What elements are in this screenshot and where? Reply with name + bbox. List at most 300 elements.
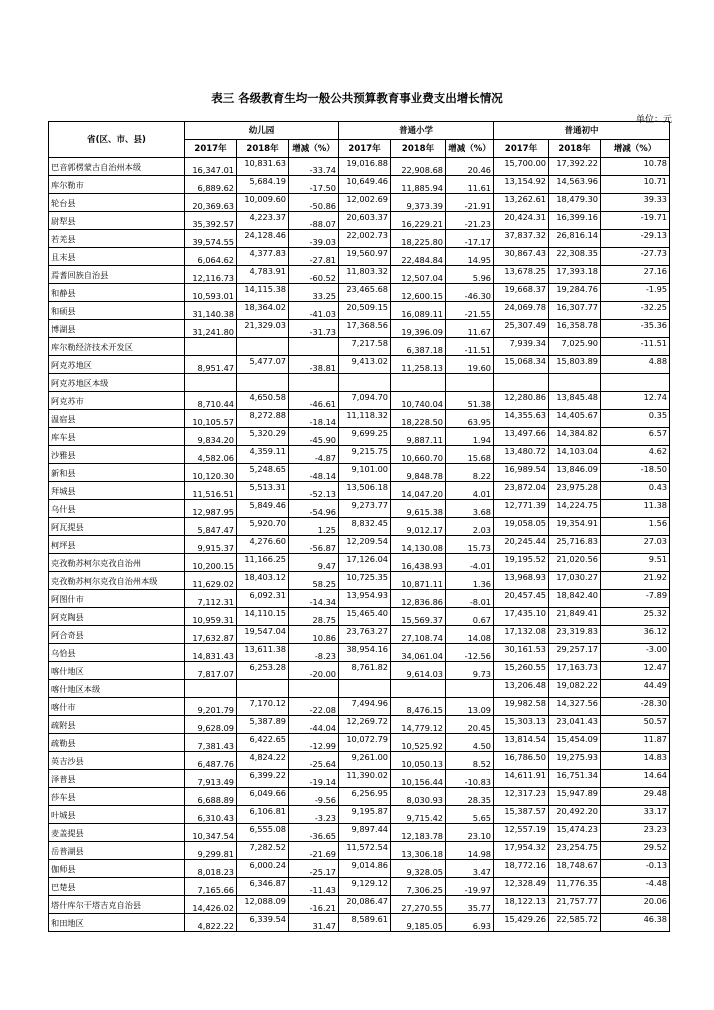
table-cell: 6,310.43 bbox=[185, 806, 237, 824]
table-cell: 35,392.57 bbox=[185, 212, 237, 230]
table-cell: 27.03 bbox=[601, 536, 670, 554]
region-name: 库尔勒市 bbox=[49, 176, 185, 194]
table-cell: -10.83 bbox=[446, 770, 494, 788]
table-cell: 19,284.76 bbox=[549, 284, 601, 302]
table-cell: -14.34 bbox=[289, 590, 339, 608]
table-cell: 13,262.61 bbox=[494, 194, 549, 212]
table-cell: 12,836.86 bbox=[391, 590, 446, 608]
table-cell: 39,574.55 bbox=[185, 230, 237, 248]
table-row bbox=[49, 266, 670, 284]
table-cell bbox=[391, 374, 446, 392]
table-cell: 11.67 bbox=[446, 320, 494, 338]
table-cell: 9,614.03 bbox=[391, 662, 446, 680]
table-cell: 28.75 bbox=[289, 608, 339, 626]
table-cell: 6.93 bbox=[446, 914, 494, 932]
table-cell: -4.48 bbox=[601, 878, 670, 896]
table-cell: 11,516.51 bbox=[185, 482, 237, 500]
table-cell: 12,002.69 bbox=[339, 194, 391, 212]
table-cell: -60.52 bbox=[289, 266, 339, 284]
table-cell: 11,885.94 bbox=[391, 176, 446, 194]
table-cell: 1.94 bbox=[446, 428, 494, 446]
table-cell: 12.74 bbox=[601, 392, 670, 410]
table-cell bbox=[237, 338, 289, 356]
region-name: 若羌县 bbox=[49, 230, 185, 248]
table-cell: 4,582.06 bbox=[185, 446, 237, 464]
table-cell: 6,339.54 bbox=[237, 914, 289, 932]
table-cell: 19,058.05 bbox=[494, 518, 549, 536]
table-cell: 10,200.15 bbox=[185, 554, 237, 572]
table-row bbox=[49, 374, 670, 392]
table-cell: 7,170.12 bbox=[237, 698, 289, 716]
table-cell: 13,845.48 bbox=[549, 392, 601, 410]
table-cell: 10,593.01 bbox=[185, 284, 237, 302]
table-cell: 13,846.09 bbox=[549, 464, 601, 482]
table-cell: 14,831.43 bbox=[185, 644, 237, 662]
table-cell: 37,837.32 bbox=[494, 230, 549, 248]
table-cell: 5,920.70 bbox=[237, 518, 289, 536]
table-cell: 20,492.20 bbox=[549, 806, 601, 824]
table-cell: 17,435.10 bbox=[494, 608, 549, 626]
table-cell: 11,166.25 bbox=[237, 554, 289, 572]
table-cell: -48.14 bbox=[289, 464, 339, 482]
table-cell: -52.13 bbox=[289, 482, 339, 500]
table-cell: 14.08 bbox=[446, 626, 494, 644]
table-cell: 14,110.15 bbox=[237, 608, 289, 626]
table-cell: 19,982.58 bbox=[494, 698, 549, 716]
table-cell: 17,368.56 bbox=[339, 320, 391, 338]
table-cell: 13,480.72 bbox=[494, 446, 549, 464]
region-name: 乌什县 bbox=[49, 500, 185, 518]
table-cell: 5,513.31 bbox=[237, 482, 289, 500]
table-cell: 6,422.65 bbox=[237, 734, 289, 752]
table-cell: -46.61 bbox=[289, 392, 339, 410]
region-name: 沙雅县 bbox=[49, 446, 185, 464]
table-cell: 4,377.83 bbox=[237, 248, 289, 266]
table-cell: 10.78 bbox=[601, 158, 670, 176]
table-cell: 16,358.78 bbox=[549, 320, 601, 338]
region-name: 喀什地区本级 bbox=[49, 680, 185, 698]
table-cell: -21.55 bbox=[446, 302, 494, 320]
table-cell: -11.51 bbox=[446, 338, 494, 356]
table-cell: 14.95 bbox=[446, 248, 494, 266]
table-cell: 14,426.02 bbox=[185, 896, 237, 914]
table-cell: 8,476.15 bbox=[391, 698, 446, 716]
table-cell: 22,585.72 bbox=[549, 914, 601, 932]
table-cell: 31.47 bbox=[289, 914, 339, 932]
table-cell: 29,257.17 bbox=[549, 644, 601, 662]
table-cell: 6,487.76 bbox=[185, 752, 237, 770]
table-cell: 15,947.89 bbox=[549, 788, 601, 806]
table-cell: -46.30 bbox=[446, 284, 494, 302]
table-cell: 9,185.05 bbox=[391, 914, 446, 932]
table-cell: 4.62 bbox=[601, 446, 670, 464]
table-cell: -50.86 bbox=[289, 194, 339, 212]
region-name: 喀什地区 bbox=[49, 662, 185, 680]
table-cell: 5,684.19 bbox=[237, 176, 289, 194]
table-cell: 17,030.27 bbox=[549, 572, 601, 590]
table-cell: 9,373.39 bbox=[391, 194, 446, 212]
col-header-2018: 2018年 bbox=[237, 140, 289, 158]
region-name: 博湖县 bbox=[49, 320, 185, 338]
table-cell: 33.25 bbox=[289, 284, 339, 302]
table-cell bbox=[185, 680, 237, 698]
col-header-2017: 2017年 bbox=[185, 140, 237, 158]
table-cell: 19,082.22 bbox=[549, 680, 601, 698]
table-cell: 5,320.29 bbox=[237, 428, 289, 446]
table-cell: -3.00 bbox=[601, 644, 670, 662]
table-row bbox=[49, 662, 670, 680]
table-cell: 8,589.61 bbox=[339, 914, 391, 932]
table-cell: 21,329.03 bbox=[237, 320, 289, 338]
table-cell: 9,328.05 bbox=[391, 860, 446, 878]
table-cell: -27.73 bbox=[601, 248, 670, 266]
table-cell: 20,369.63 bbox=[185, 194, 237, 212]
table-cell: 14,779.12 bbox=[391, 716, 446, 734]
table-cell: 7,939.34 bbox=[494, 338, 549, 356]
table-cell: 6,049.66 bbox=[237, 788, 289, 806]
table-cell: 5.96 bbox=[446, 266, 494, 284]
table-cell: 13,506.18 bbox=[339, 482, 391, 500]
table-cell: 11,118.32 bbox=[339, 410, 391, 428]
col-header-change: 增减（%） bbox=[289, 140, 339, 158]
table-cell: 16,229.21 bbox=[391, 212, 446, 230]
table-cell: 5,248.65 bbox=[237, 464, 289, 482]
table-cell: 14,563.96 bbox=[549, 176, 601, 194]
col-header-change: 增减（%） bbox=[446, 140, 494, 158]
table-row bbox=[49, 338, 670, 356]
table-row bbox=[49, 248, 670, 266]
table-cell: -11.51 bbox=[601, 338, 670, 356]
table-cell: 25,307.49 bbox=[494, 320, 549, 338]
table-cell: 9,413.02 bbox=[339, 356, 391, 374]
table-cell: -32.25 bbox=[601, 302, 670, 320]
region-name: 阿克苏地区 bbox=[49, 356, 185, 374]
table-cell: 9.47 bbox=[289, 554, 339, 572]
table-cell: 20,457.45 bbox=[494, 590, 549, 608]
table-row bbox=[49, 284, 670, 302]
table-cell: 14,405.67 bbox=[549, 410, 601, 428]
table-cell: 24,128.46 bbox=[237, 230, 289, 248]
table-cell: 12.47 bbox=[601, 662, 670, 680]
table-row bbox=[49, 806, 670, 824]
table-cell: 16,989.54 bbox=[494, 464, 549, 482]
table-cell: 8,030.93 bbox=[391, 788, 446, 806]
table-cell: -33.74 bbox=[289, 158, 339, 176]
table-cell: 30,161.53 bbox=[494, 644, 549, 662]
table-cell: 7,094.70 bbox=[339, 392, 391, 410]
table-cell: -56.87 bbox=[289, 536, 339, 554]
table-cell: 6,889.62 bbox=[185, 176, 237, 194]
table-cell: 21,849.41 bbox=[549, 608, 601, 626]
table-cell: 12,269.72 bbox=[339, 716, 391, 734]
region-name: 轮台县 bbox=[49, 194, 185, 212]
table-cell: 1.56 bbox=[601, 518, 670, 536]
table-cell: 23.10 bbox=[446, 824, 494, 842]
table-row bbox=[49, 878, 670, 896]
table-cell: -3.23 bbox=[289, 806, 339, 824]
table-cell: 12,328.49 bbox=[494, 878, 549, 896]
table-row bbox=[49, 482, 670, 500]
table-cell: 10,871.11 bbox=[391, 572, 446, 590]
col-header-2017: 2017年 bbox=[494, 140, 549, 158]
table-cell: 1.25 bbox=[289, 518, 339, 536]
table-cell bbox=[446, 374, 494, 392]
table-row bbox=[49, 644, 670, 662]
table-cell: 9,915.37 bbox=[185, 536, 237, 554]
region-name: 阿克陶县 bbox=[49, 608, 185, 626]
table-cell: 20.45 bbox=[446, 716, 494, 734]
table-cell: 12,317.23 bbox=[494, 788, 549, 806]
table-cell: 44.49 bbox=[601, 680, 670, 698]
table-cell: -21.23 bbox=[446, 212, 494, 230]
region-name: 喀什市 bbox=[49, 698, 185, 716]
region-name: 疏勒县 bbox=[49, 734, 185, 752]
table-cell: 10.71 bbox=[601, 176, 670, 194]
table-cell: -36.65 bbox=[289, 824, 339, 842]
table-row bbox=[49, 896, 670, 914]
table-cell: 15,303.13 bbox=[494, 716, 549, 734]
table-body bbox=[49, 158, 670, 932]
table-cell: 15,454.09 bbox=[549, 734, 601, 752]
table-cell: -18.14 bbox=[289, 410, 339, 428]
table-cell: 20,086.47 bbox=[339, 896, 391, 914]
table-cell: 14.98 bbox=[446, 842, 494, 860]
table-cell: 18,364.02 bbox=[237, 302, 289, 320]
region-name: 温宿县 bbox=[49, 410, 185, 428]
table-cell bbox=[289, 374, 339, 392]
table-cell: 10,725.35 bbox=[339, 572, 391, 590]
table-cell: -9.56 bbox=[289, 788, 339, 806]
table-cell: 19,354.91 bbox=[549, 518, 601, 536]
region-name: 叶城县 bbox=[49, 806, 185, 824]
table-cell: 19,668.37 bbox=[494, 284, 549, 302]
table-cell: 17,954.32 bbox=[494, 842, 549, 860]
table-cell: 9,299.81 bbox=[185, 842, 237, 860]
table-cell: 20.46 bbox=[446, 158, 494, 176]
table-cell: 22,308.35 bbox=[549, 248, 601, 266]
region-name: 巴楚县 bbox=[49, 878, 185, 896]
table-cell: 14,611.91 bbox=[494, 770, 549, 788]
region-name: 克孜勒苏柯尔克孜自治州 bbox=[49, 554, 185, 572]
table-cell: 13,968.93 bbox=[494, 572, 549, 590]
table-cell: 5.65 bbox=[446, 806, 494, 824]
table-cell: 15,803.89 bbox=[549, 356, 601, 374]
table-cell: -21.69 bbox=[289, 842, 339, 860]
table-cell: -0.13 bbox=[601, 860, 670, 878]
table-cell: 13,814.54 bbox=[494, 734, 549, 752]
region-name: 巴音郭楞蒙古自治州本级 bbox=[49, 158, 185, 176]
table-cell: 6,555.08 bbox=[237, 824, 289, 842]
table-cell: 8,761.82 bbox=[339, 662, 391, 680]
table-cell: 14.83 bbox=[601, 752, 670, 770]
region-name: 和田地区 bbox=[49, 914, 185, 932]
table-cell: 14,103.04 bbox=[549, 446, 601, 464]
page-title: 表三 各级教育生均一般公共预算教育事业费支出增长情况 bbox=[211, 91, 503, 105]
table-cell: 16,307.77 bbox=[549, 302, 601, 320]
table-row bbox=[49, 500, 670, 518]
table-cell: 6.57 bbox=[601, 428, 670, 446]
table-cell: -28.30 bbox=[601, 698, 670, 716]
region-name: 和硕县 bbox=[49, 302, 185, 320]
table-cell: 18,403.12 bbox=[237, 572, 289, 590]
table-cell: -44.04 bbox=[289, 716, 339, 734]
table-cell: 33.17 bbox=[601, 806, 670, 824]
table-cell: 14,355.63 bbox=[494, 410, 549, 428]
table-cell: 12,771.39 bbox=[494, 500, 549, 518]
table-cell: 7,381.43 bbox=[185, 734, 237, 752]
table-cell: 9,897.44 bbox=[339, 824, 391, 842]
table-cell: 5,477.07 bbox=[237, 356, 289, 374]
table-cell: 6,106.81 bbox=[237, 806, 289, 824]
table-cell: -18.50 bbox=[601, 464, 670, 482]
table-cell: 4,359.11 bbox=[237, 446, 289, 464]
table-row bbox=[49, 842, 670, 860]
table-cell: 11,776.35 bbox=[549, 878, 601, 896]
table-cell: 19,396.09 bbox=[391, 320, 446, 338]
table-cell: 7,306.25 bbox=[391, 878, 446, 896]
table-cell: 15,387.57 bbox=[494, 806, 549, 824]
table-cell: 3.68 bbox=[446, 500, 494, 518]
table-cell: 22,484.84 bbox=[391, 248, 446, 266]
table-cell bbox=[185, 338, 237, 356]
region-name: 阿图什市 bbox=[49, 590, 185, 608]
table-cell: -45.90 bbox=[289, 428, 339, 446]
table-cell: 4,650.58 bbox=[237, 392, 289, 410]
table-cell: -25.64 bbox=[289, 752, 339, 770]
table-row bbox=[49, 356, 670, 374]
table-cell: 18,228.50 bbox=[391, 410, 446, 428]
table-cell: 10,050.13 bbox=[391, 752, 446, 770]
table-cell: -4.87 bbox=[289, 446, 339, 464]
table-cell: 22,908.68 bbox=[391, 158, 446, 176]
region-name: 焉耆回族自治县 bbox=[49, 266, 185, 284]
table-cell: 11.38 bbox=[601, 500, 670, 518]
table-cell: 9,699.25 bbox=[339, 428, 391, 446]
table-cell: 7,025.90 bbox=[549, 338, 601, 356]
table-cell: 9,261.00 bbox=[339, 752, 391, 770]
table-cell: 16,751.34 bbox=[549, 770, 601, 788]
table-cell: 6,000.24 bbox=[237, 860, 289, 878]
table-cell: 23,975.28 bbox=[549, 482, 601, 500]
region-name: 英吉沙县 bbox=[49, 752, 185, 770]
table-cell: 16,347.01 bbox=[185, 158, 237, 176]
table-cell: 4,223.37 bbox=[237, 212, 289, 230]
expenditure-table bbox=[48, 121, 670, 932]
table-cell: -29.13 bbox=[601, 230, 670, 248]
col-header-2018: 2018年 bbox=[391, 140, 446, 158]
table-cell: 19,275.93 bbox=[549, 752, 601, 770]
table-cell: -31.73 bbox=[289, 320, 339, 338]
table-cell: 31,241.80 bbox=[185, 320, 237, 338]
table-row bbox=[49, 788, 670, 806]
table-cell: 18,772.16 bbox=[494, 860, 549, 878]
table-cell: -8.01 bbox=[446, 590, 494, 608]
table-cell: 18,479.30 bbox=[549, 194, 601, 212]
table-cell: 16,438.93 bbox=[391, 554, 446, 572]
table-cell: -54.96 bbox=[289, 500, 339, 518]
table-cell: 11.61 bbox=[446, 176, 494, 194]
table-cell: 11,629.02 bbox=[185, 572, 237, 590]
table-cell: 6,064.62 bbox=[185, 248, 237, 266]
table-cell: 14,115.38 bbox=[237, 284, 289, 302]
table-cell: 15,068.34 bbox=[494, 356, 549, 374]
table-cell bbox=[446, 680, 494, 698]
table-cell: -20.00 bbox=[289, 662, 339, 680]
table-cell: 19,195.52 bbox=[494, 554, 549, 572]
table-cell: 23,763.27 bbox=[339, 626, 391, 644]
table-row bbox=[49, 698, 670, 716]
table-cell: 4,783.91 bbox=[237, 266, 289, 284]
table-cell bbox=[494, 374, 549, 392]
table-cell: 18,122.13 bbox=[494, 896, 549, 914]
table-cell bbox=[289, 338, 339, 356]
table-cell: 8,018.23 bbox=[185, 860, 237, 878]
table-row bbox=[49, 158, 670, 176]
table-cell: 23,319.83 bbox=[549, 626, 601, 644]
table-cell: 14,224.75 bbox=[549, 500, 601, 518]
table-cell: -27.81 bbox=[289, 248, 339, 266]
table-cell: 9.73 bbox=[446, 662, 494, 680]
table-row bbox=[49, 716, 670, 734]
table-cell: 27.16 bbox=[601, 266, 670, 284]
table-cell: 11,572.54 bbox=[339, 842, 391, 860]
table-row bbox=[49, 680, 670, 698]
region-name: 库尔勒经济技术开发区 bbox=[49, 338, 185, 356]
region-header: 省(区、市、县) bbox=[49, 122, 185, 158]
table-cell: 0.43 bbox=[601, 482, 670, 500]
region-name: 阿合奇县 bbox=[49, 626, 185, 644]
region-name: 阿克苏市 bbox=[49, 392, 185, 410]
table-cell: 20.06 bbox=[601, 896, 670, 914]
table-cell: 31,140.38 bbox=[185, 302, 237, 320]
table-cell: 21.92 bbox=[601, 572, 670, 590]
table-cell: -19.14 bbox=[289, 770, 339, 788]
table-cell: 9,715.42 bbox=[391, 806, 446, 824]
table-cell: 27,108.74 bbox=[391, 626, 446, 644]
table-cell: 14.64 bbox=[601, 770, 670, 788]
table-cell: -8.23 bbox=[289, 644, 339, 662]
table-row bbox=[49, 734, 670, 752]
table-cell: 13.09 bbox=[446, 698, 494, 716]
table-cell: 8,272.88 bbox=[237, 410, 289, 428]
col-header-2017: 2017年 bbox=[339, 140, 391, 158]
table-cell: 9,195.87 bbox=[339, 806, 391, 824]
region-name: 疏附县 bbox=[49, 716, 185, 734]
table-cell: 6,092.31 bbox=[237, 590, 289, 608]
table-cell: 16,399.16 bbox=[549, 212, 601, 230]
table-cell: -4.01 bbox=[446, 554, 494, 572]
table-row bbox=[49, 590, 670, 608]
table-row bbox=[49, 518, 670, 536]
table-cell: 12,116.73 bbox=[185, 266, 237, 284]
table-cell: 6,256.95 bbox=[339, 788, 391, 806]
table-cell: -38.81 bbox=[289, 356, 339, 374]
table-cell: -16.21 bbox=[289, 896, 339, 914]
table-cell: 11,390.02 bbox=[339, 770, 391, 788]
table-cell: 5,847.47 bbox=[185, 518, 237, 536]
region-name: 柯坪县 bbox=[49, 536, 185, 554]
table-cell: 24,069.78 bbox=[494, 302, 549, 320]
table-cell: -88.07 bbox=[289, 212, 339, 230]
group-header-junior-high: 普通初中 bbox=[494, 122, 670, 140]
table-cell: 10,347.54 bbox=[185, 824, 237, 842]
table-cell: 10,120.30 bbox=[185, 464, 237, 482]
table-cell: 36.12 bbox=[601, 626, 670, 644]
table-cell: 12,183.78 bbox=[391, 824, 446, 842]
table-cell: 8.52 bbox=[446, 752, 494, 770]
table-cell: 17,392.22 bbox=[549, 158, 601, 176]
table-cell: 23,465.68 bbox=[339, 284, 391, 302]
